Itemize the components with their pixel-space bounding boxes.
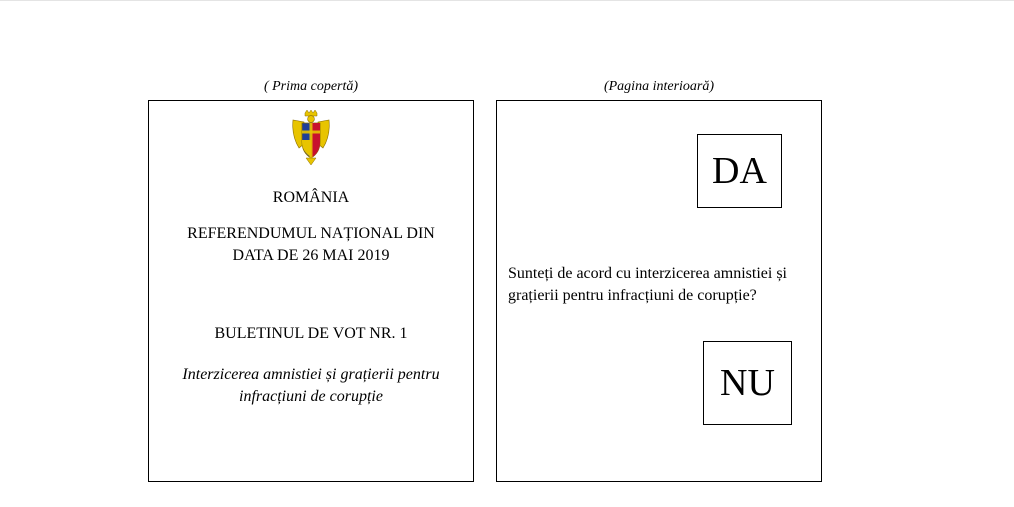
ballot-number: BULETINUL DE VOT NR. 1 — [214, 325, 408, 342]
ballot-subject-line-1: Interzicerea amnistiei și grațierii pentru — [182, 366, 440, 383]
romanian-coat-of-arms-icon — [290, 110, 332, 166]
country-name: ROMÂNIA — [272, 189, 350, 206]
ballot-subject — [149, 364, 473, 408]
referendum-title-line-2: DATA DE 26 MAI 2019 — [232, 247, 390, 264]
referendum-question — [508, 263, 813, 307]
ballot-subject-line-2: infracțiuni de corupție — [239, 388, 383, 405]
inner-page-caption: (Pagina interioară) — [603, 79, 715, 94]
cover-caption: ( Prima copertă) — [263, 79, 359, 94]
referendum-title — [149, 223, 473, 267]
top-divider — [0, 0, 1014, 1]
referendum-question-line-1: Sunteți de acord cu interzicerea amnistiei și — [508, 265, 787, 282]
referendum-title-line-1: REFERENDUMUL NAȚIONAL DIN — [187, 225, 435, 242]
no-vote-box[interactable]: NU — [703, 341, 792, 425]
ballot-inner-page — [496, 100, 822, 482]
referendum-question-line-2: grațierii pentru infracțiuni de corupție? — [508, 287, 757, 304]
yes-vote-box[interactable]: DA — [697, 134, 782, 208]
ballot-front-cover — [148, 100, 474, 482]
